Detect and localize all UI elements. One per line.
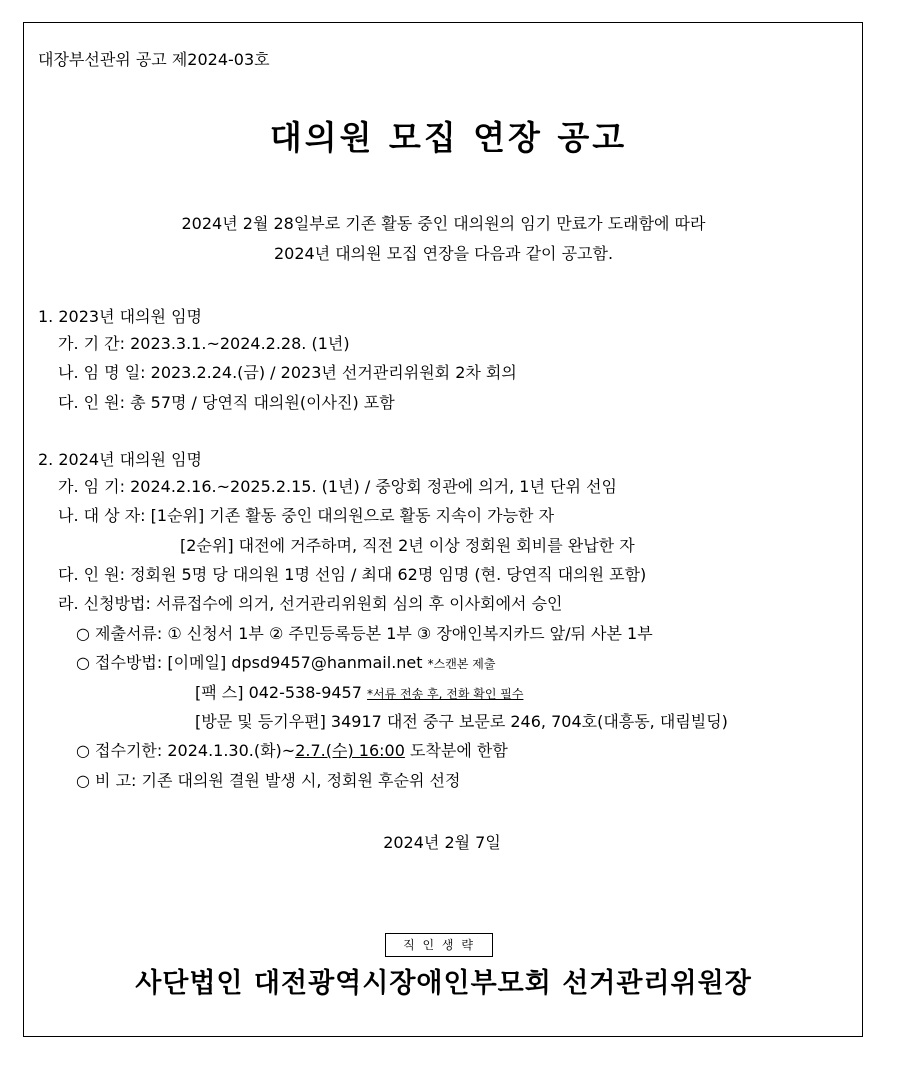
- fax-line: [195, 683, 523, 704]
- deadline-label: ○ 접수기한: 2024.1.30.(화)~: [76, 741, 296, 760]
- submission-method-line: [76, 653, 495, 674]
- visit-address: [방문 및 등기우편] 34917 대전 중구 보문로 246, 704호(대흥동, 대림빌딩): [195, 712, 728, 731]
- section1-appointment-date: 나. 임 명 일: 2023.2.24.(금) / 2023년 선거관리위원회 2차 회의: [58, 363, 517, 382]
- remarks: ○ 비 고: 기존 대의원 결원 발생 시, 정회원 후순위 선정: [76, 771, 461, 790]
- page-title: 대의원 모집 연장 공고: [269, 118, 628, 157]
- section1-period: 가. 기 간: 2023.3.1.~2024.2.28. (1년): [58, 334, 350, 353]
- deadline-end: 2.7.(수) 16:00: [295, 741, 405, 760]
- seal-omitted-box: 직 인 생 략: [385, 933, 493, 957]
- document-frame: [23, 22, 863, 1037]
- deadline-line: [76, 741, 508, 761]
- notice-number: 대장부선관위 공고 제2024-03호: [38, 50, 270, 69]
- section2-headcount: 다. 인 원: 정회원 5명 당 대의원 1명 선임 / 최대 62명 임명 (현. 당연직 대의원 포함): [58, 565, 647, 584]
- section2-target-second: [2순위] 대전에 거주하며, 직전 2년 이상 정회원 회비를 완납한 자: [180, 536, 635, 555]
- section2-heading: 2. 2024년 대의원 임명: [38, 450, 202, 469]
- fax-note: *서류 전송 후, 전화 확인 필수: [367, 687, 524, 701]
- deadline-suffix: 도착분에 한함: [404, 741, 508, 760]
- intro-line-1: 2024년 2월 28일부로 기존 활동 중인 대의원의 임기 만료가 도래함에 따라: [181, 214, 706, 233]
- section1-headcount: 다. 인 원: 총 57명 / 당연직 대의원(이사진) 포함: [58, 393, 395, 412]
- required-documents: ○ 제출서류: ① 신청서 1부 ② 주민등록등본 1부 ③ 장애인복지카드 앞/뒤 사본 1부: [76, 624, 653, 643]
- intro-line-2: 2024년 대의원 모집 연장을 다음과 같이 공고함.: [273, 244, 614, 263]
- fax-info: [팩 스] 042-538-9457: [195, 683, 362, 702]
- submission-method-label: ○ 접수방법:: [76, 653, 163, 672]
- notice-date: 2024년 2월 7일: [383, 833, 501, 852]
- section1-heading: 1. 2023년 대의원 임명: [38, 307, 202, 326]
- section2-target: 나. 대 상 자: [1순위] 기존 활동 중인 대의원으로 활동 지속이 가능한 자: [58, 506, 555, 525]
- organization-name: 사단법인 대전광역시장애인부모회 선거관리위원장: [135, 968, 752, 999]
- email-note: *스캔본 제출: [427, 657, 496, 671]
- email-info: [이메일] dpsd9457@hanmail.net: [167, 653, 423, 672]
- section2-application-method: 라. 신청방법: 서류접수에 의거, 선거관리위원회 심의 후 이사회에서 승인: [58, 594, 563, 613]
- section2-term: 가. 임 기: 2024.2.16.~2025.2.15. (1년) / 중앙회 정관에 의거, 1년 단위 선임: [58, 477, 617, 496]
